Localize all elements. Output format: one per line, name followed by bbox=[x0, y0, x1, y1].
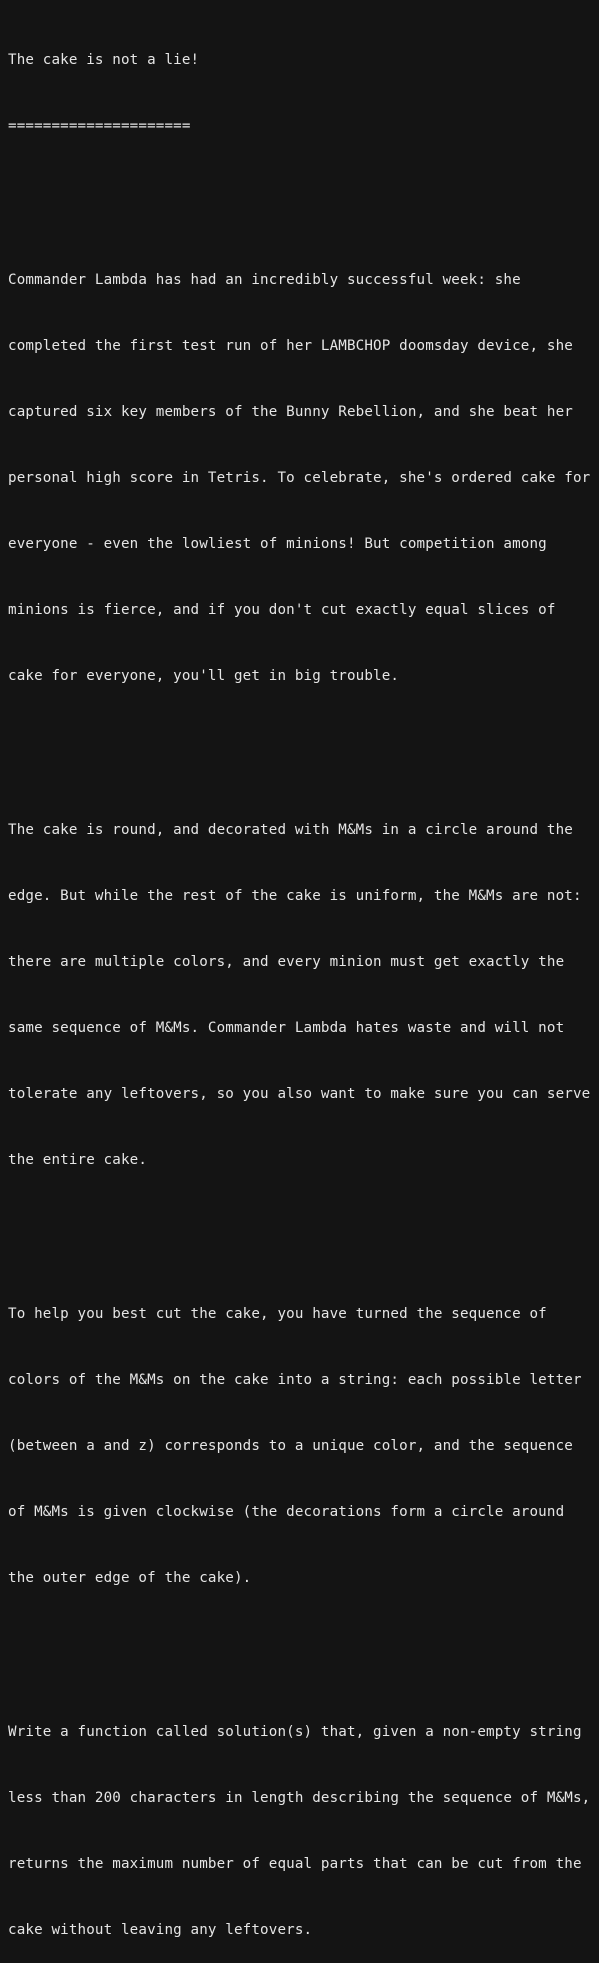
paragraph-2-line: The cake is round, and decorated with M&Ms in a circle around the bbox=[8, 822, 573, 838]
paragraph-4-line: Write a function called solution(s) that, given a non-empty string bbox=[8, 1724, 582, 1740]
paragraph-1-line: cake for everyone, you'll get in big trouble. bbox=[8, 668, 400, 684]
paragraph-3-line: of M&Ms is given clockwise (the decorations form a circle around bbox=[8, 1504, 565, 1520]
paragraph-1-line: completed the first test run of her LAMBCHOP doomsday device, she bbox=[8, 338, 573, 354]
paragraph-4-line: returns the maximum number of equal parts that can be cut from the bbox=[8, 1856, 582, 1872]
blank-line bbox=[8, 731, 591, 753]
paragraph-1-line: captured six key members of the Bunny Rebellion, and she beat her bbox=[8, 404, 573, 420]
paragraph-3-line: (between a and z) corresponds to a unique color, and the sequence bbox=[8, 1438, 573, 1454]
paragraph-1-line: personal high score in Tetris. To celebrate, she's ordered cake for bbox=[8, 470, 591, 486]
blank-line bbox=[8, 1215, 591, 1237]
paragraph-2-line: the entire cake. bbox=[8, 1152, 148, 1168]
paragraph-2-line: edge. But while the rest of the cake is uniform, the M&Ms are not: bbox=[8, 888, 582, 904]
paragraph-2-line: tolerate any leftovers, so you also want to make sure you can serve bbox=[8, 1086, 591, 1102]
paragraph-2-line: there are multiple colors, and every minion must get exactly the bbox=[8, 954, 565, 970]
paragraph-3-line: To help you best cut the cake, you have turned the sequence of bbox=[8, 1306, 547, 1322]
title-underline: ===================== bbox=[8, 118, 191, 134]
blank-line bbox=[8, 181, 591, 203]
paragraph-2-line: same sequence of M&Ms. Commander Lambda hates waste and will not bbox=[8, 1020, 565, 1036]
page-title: The cake is not a lie! bbox=[8, 52, 200, 68]
paragraph-4-line: less than 200 characters in length describing the sequence of M&Ms, bbox=[8, 1790, 591, 1806]
paragraph-3-line: the outer edge of the cake). bbox=[8, 1570, 252, 1586]
paragraph-1-line: everyone - even the lowliest of minions! But competition among bbox=[8, 536, 547, 552]
paragraph-4-line: cake without leaving any leftovers. bbox=[8, 1922, 313, 1938]
paragraph-3-line: colors of the M&Ms on the cake into a string: each possible letter bbox=[8, 1372, 582, 1388]
blank-line bbox=[8, 1633, 591, 1655]
paragraph-1-line: minions is fierce, and if you don't cut exactly equal slices of bbox=[8, 602, 556, 618]
paragraph-1-line: Commander Lambda has had an incredibly successful week: she bbox=[8, 272, 521, 288]
